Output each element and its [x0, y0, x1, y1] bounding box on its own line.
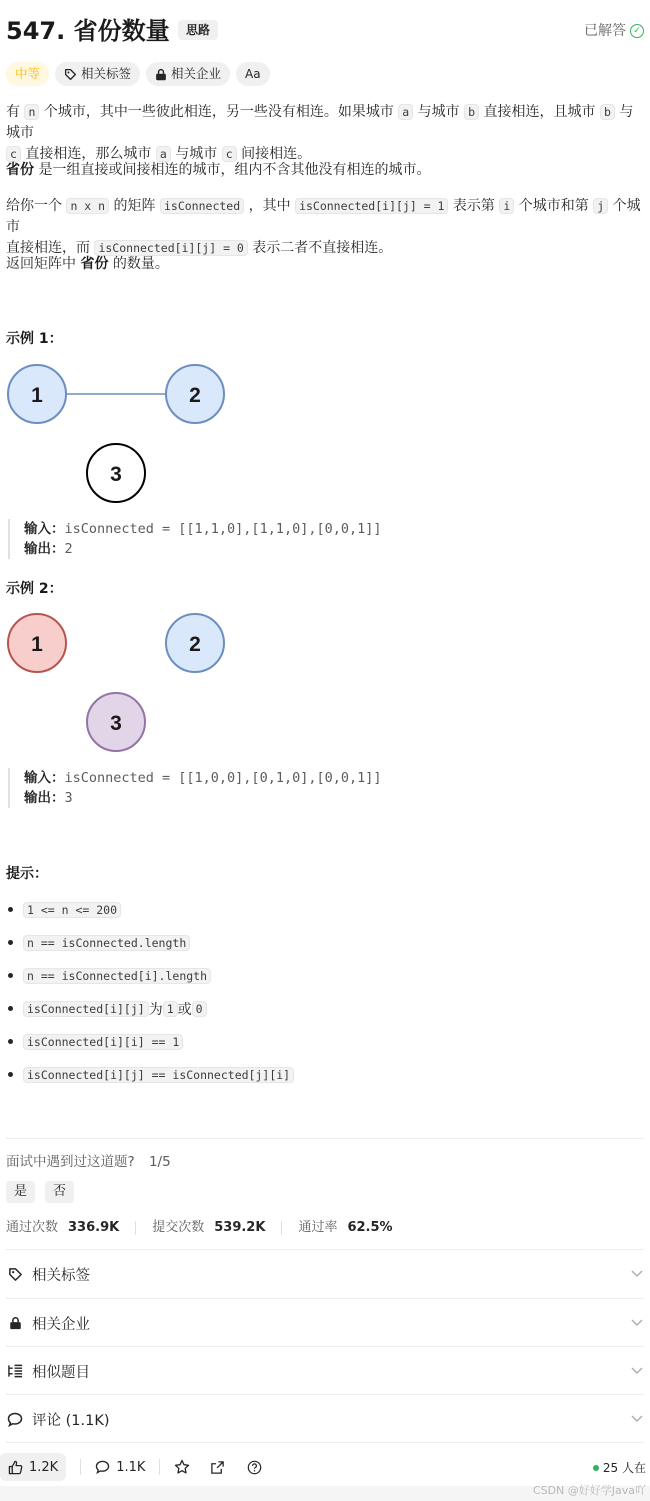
comment-icon [95, 1460, 110, 1474]
list-item: n == isConnected[i].length [8, 959, 294, 992]
help-button[interactable] [247, 1460, 262, 1475]
submissions-value: 539.2K [214, 1220, 266, 1235]
example-2-graph [0, 607, 240, 757]
hint-badge[interactable]: 思路 [178, 20, 218, 40]
accepted-value: 336.9K [68, 1220, 120, 1235]
solved-label: 已解答 [584, 23, 626, 39]
bar-divider [159, 1459, 160, 1475]
bottom-action-bar [0, 1448, 650, 1486]
interview-progress: 1/5 [148, 1154, 171, 1170]
node-3-label: 3 [110, 463, 122, 486]
description-paragraph-4: 返回矩阵中 省份 的数量。 [6, 256, 169, 272]
list-item: isConnected[i][i] == 1 [8, 1025, 294, 1058]
no-button[interactable]: 否 [45, 1181, 74, 1203]
share-button[interactable] [210, 1460, 225, 1475]
lock-icon [155, 68, 167, 81]
list-item: 1 <= n <= 200 [8, 893, 294, 926]
rate-label: 通过率 [298, 1220, 338, 1235]
related-companies-label: 相关企业 [171, 66, 222, 81]
tag-icon [6, 1267, 24, 1282]
chevron-down-icon [630, 1412, 644, 1426]
stat-divider [281, 1221, 282, 1235]
accordion-comments[interactable] [6, 1395, 644, 1443]
yes-button[interactable]: 是 [6, 1181, 35, 1203]
constraints-title: 提示： [6, 866, 48, 882]
comments-button[interactable] [95, 1460, 145, 1475]
online-dot-icon [593, 1465, 599, 1471]
online-count-text: 25 人在 [602, 1461, 646, 1475]
accordion-label: 相似题目 [32, 1364, 90, 1381]
chevron-down-icon [630, 1267, 644, 1281]
list-item: isConnected[i][j] == isConnected[j][i] [8, 1058, 294, 1091]
related-companies-pill[interactable] [146, 62, 230, 86]
output-label: 输出： [24, 790, 65, 806]
node-2-label: 2 [189, 384, 201, 407]
accordion-related-tags[interactable] [6, 1250, 644, 1298]
description-paragraph-2: 省份 是一组直接或间接相连的城市，组内不含其他没有相连的城市。 [6, 162, 431, 178]
solved-status [584, 20, 644, 42]
interview-answers [6, 1181, 74, 1203]
lock-icon [6, 1316, 24, 1330]
difficulty-badge: 中等 [6, 62, 49, 86]
comment-icon [6, 1412, 24, 1427]
like-count: 1.2K [29, 1459, 59, 1475]
output-value: 3 [64, 790, 73, 806]
check-circle-icon: ✓ [630, 24, 644, 38]
output-label: 输出： [24, 541, 65, 557]
watermark: CSDN @好好学Java吖 [532, 1484, 646, 1497]
tag-bar [6, 62, 270, 86]
related-tags-pill[interactable] [55, 62, 140, 86]
thumbs-up-icon [8, 1460, 23, 1475]
accordion-label: 评论 (1.1K) [32, 1412, 110, 1429]
input-value: isConnected = [[1,1,0],[1,1,0],[0,0,1]] [64, 521, 382, 537]
example-1-title: 示例 1： [6, 331, 63, 347]
interview-question-text: 面试中遇到过这道题? [6, 1154, 135, 1170]
divider [6, 1442, 644, 1443]
tag-icon [64, 68, 77, 81]
input-label: 输入： [24, 770, 65, 786]
description-paragraph-3: 给你一个 n x n 的矩阵 isConnected ，其中 isConnected[i][j] = 1 表示第 i 个城市和第 j 个城市 直接相连，而 isConnected[i][j] = 0 表示二者不直接相连。 [6, 198, 641, 256]
input-value: isConnected = [[1,0,0],[0,1,0],[0,0,1]] [64, 770, 382, 786]
divider [6, 1138, 644, 1139]
stat-divider [135, 1221, 136, 1235]
submissions-label: 提交次数 [152, 1220, 205, 1235]
chevron-down-icon [630, 1364, 644, 1378]
favorite-button[interactable] [174, 1459, 190, 1475]
node-1-label: 1 [31, 384, 43, 407]
font-icon: Aa [245, 67, 261, 81]
list-item: isConnected[i][j] 为 1 或 0 [8, 992, 294, 1025]
rate-value: 62.5% [347, 1220, 393, 1235]
comment-count: 1.1K [116, 1459, 146, 1475]
list-tree-icon [6, 1364, 24, 1378]
related-tags-label: 相关标签 [81, 66, 132, 81]
like-button[interactable] [0, 1453, 66, 1481]
interview-question [6, 1152, 171, 1172]
online-count [593, 1459, 646, 1476]
input-label: 输入： [24, 521, 65, 537]
description-paragraph-1: 有 n 个城市，其中一些彼此相连，另一些没有相连。如果城市 a 与城市 b 直接相连，且城市 b 与城市 c 直接相连，那么城市 a 与城市 c 间接相连。 [6, 104, 634, 162]
star-icon [174, 1459, 190, 1475]
accordion-label: 相关企业 [32, 1316, 90, 1333]
accordion-label: 相关标签 [32, 1267, 90, 1284]
output-value: 2 [64, 541, 73, 557]
constraints-list [8, 893, 294, 1091]
example-1-io [8, 519, 381, 559]
list-item: n == isConnected.length [8, 926, 294, 959]
accepted-label: 通过次数 [6, 1220, 59, 1235]
question-circle-icon [247, 1460, 262, 1475]
example-1-graph [0, 358, 240, 508]
problem-title: 547. 省份数量 [6, 17, 170, 45]
share-icon [210, 1460, 225, 1475]
bar-divider [80, 1459, 81, 1475]
node-2-label: 2 [189, 633, 201, 656]
node-1-label: 1 [31, 633, 43, 656]
stats-bar [6, 1218, 393, 1238]
chevron-down-icon [630, 1316, 644, 1330]
accordion-related-companies[interactable] [6, 1299, 644, 1347]
font-toggle-button[interactable] [236, 62, 270, 86]
example-2-io [8, 768, 381, 808]
node-3-label: 3 [110, 712, 122, 735]
example-2-title: 示例 2： [6, 581, 63, 597]
accordion-similar-problems[interactable] [6, 1347, 644, 1395]
